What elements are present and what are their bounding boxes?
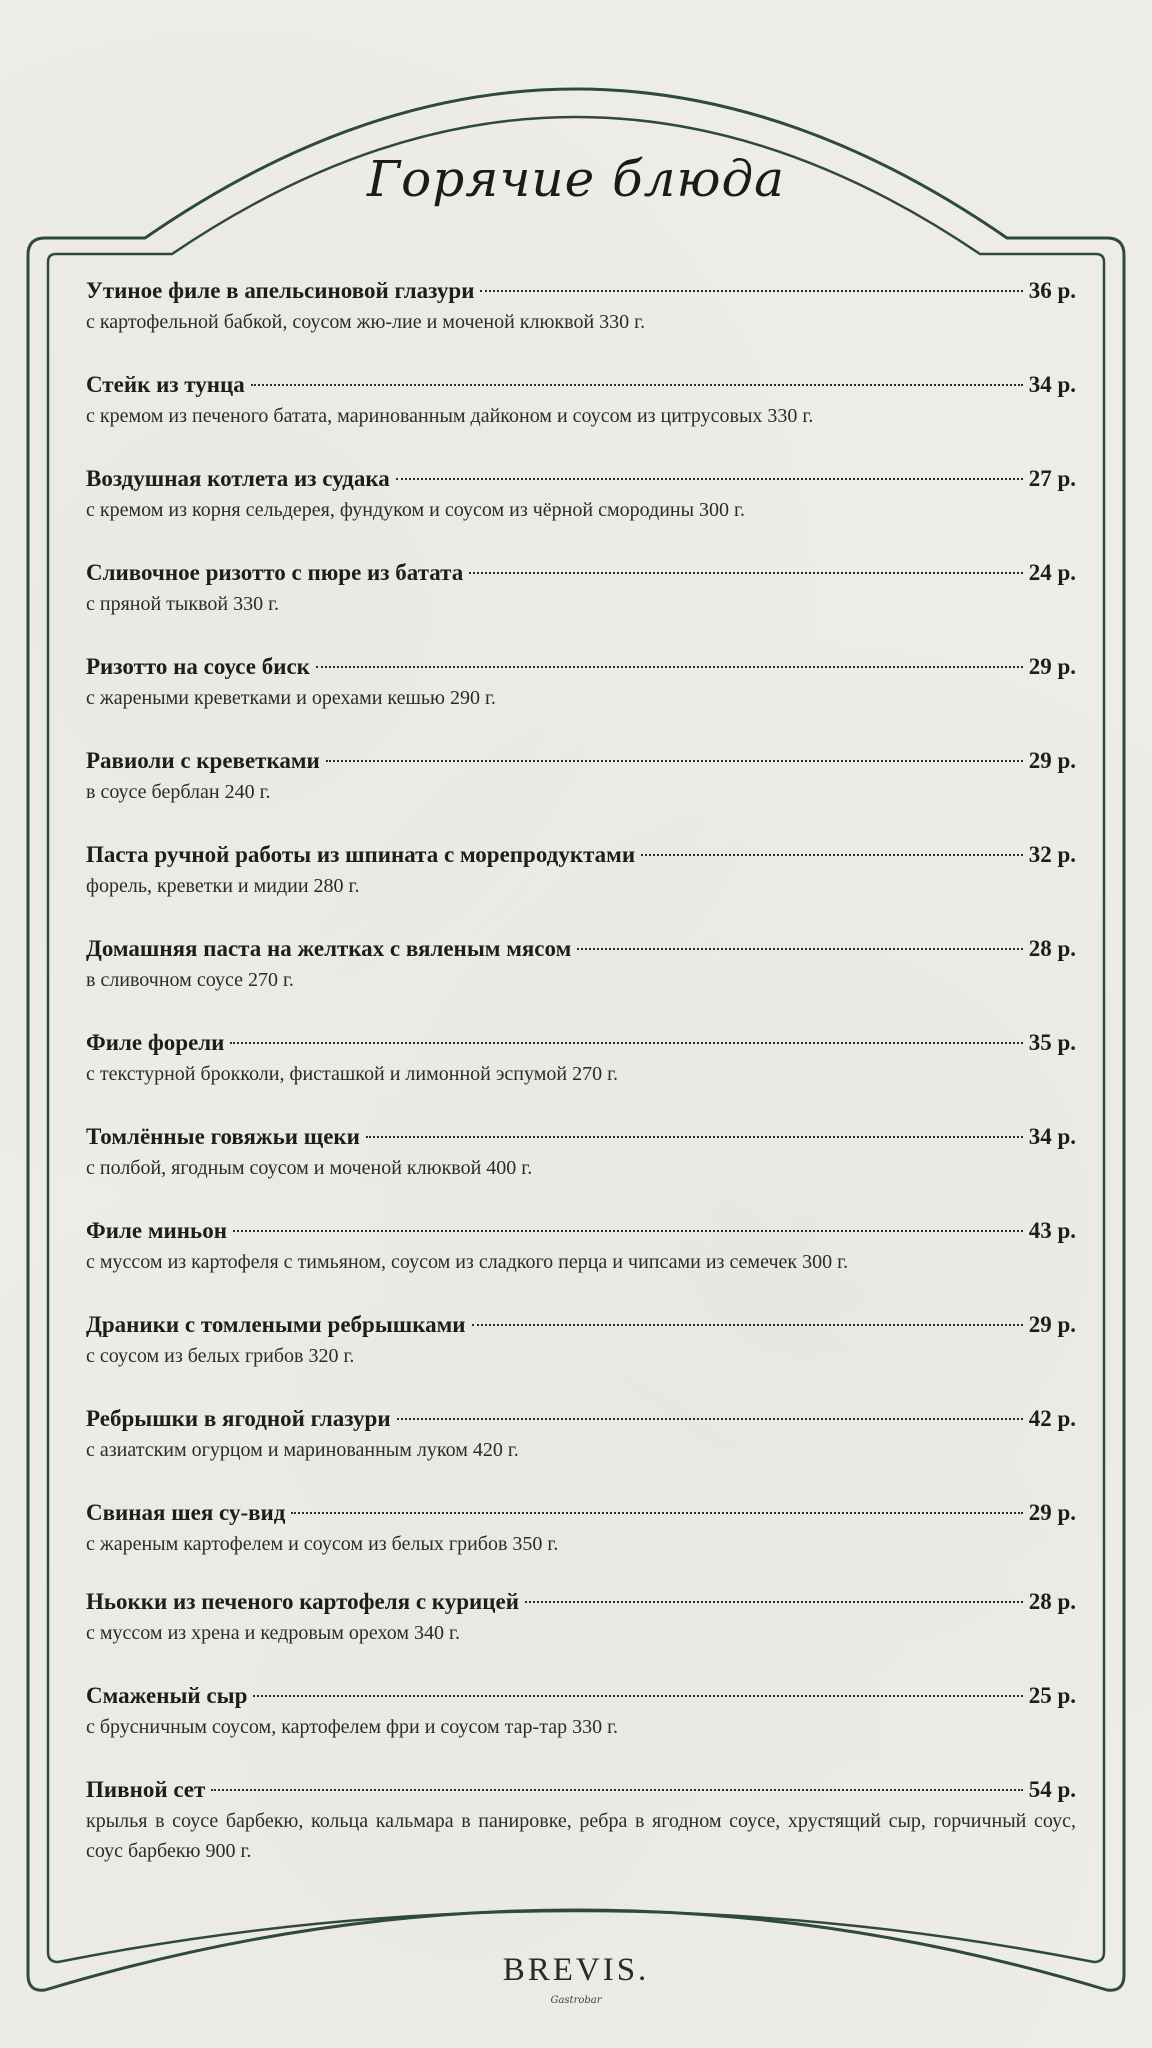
dish-price: 25 р. xyxy=(1028,1683,1076,1708)
menu-item xyxy=(86,1310,1076,1371)
brand-subtitle: Gastrobar xyxy=(550,1995,602,2006)
dish-description: в соусе берблан 240 г. xyxy=(86,781,271,803)
menu-item xyxy=(86,276,1076,337)
dish-price: 34 р. xyxy=(1028,372,1076,397)
menu-item-header xyxy=(86,652,1076,682)
menu-item-header xyxy=(86,934,1076,964)
dish-price: 29 р. xyxy=(1028,1312,1076,1337)
menu-item xyxy=(86,1404,1076,1465)
menu-item xyxy=(86,464,1076,525)
dish-description: крылья в соусе барбекю, кольца кальмара в панировке, ребра в ягодном соусе, хрустящий сыр, горчичный соус, соус барбекю 900 г. xyxy=(86,1810,1076,1862)
menu-item xyxy=(86,1498,1076,1559)
dot-leader xyxy=(469,572,1022,574)
dish-name: Томлённые говяжьи щеки xyxy=(86,1124,360,1149)
dish-price: 28 р. xyxy=(1028,936,1076,961)
menu-item xyxy=(86,370,1076,431)
dish-description: с текстурной брокколи, фисташкой и лимонной эспумой 270 г. xyxy=(86,1063,619,1085)
dish-price: 43 р. xyxy=(1028,1218,1076,1243)
dish-name: Свиная шея су-вид xyxy=(86,1500,286,1525)
menu-item xyxy=(86,1122,1076,1183)
dot-leader xyxy=(525,1601,1023,1603)
dish-price: 28 р. xyxy=(1028,1589,1076,1614)
dot-leader xyxy=(326,760,1023,762)
page-title: Горячие блюда xyxy=(367,150,785,208)
dish-price: 34 р. xyxy=(1028,1124,1076,1149)
menu-item-header xyxy=(86,1122,1076,1152)
dish-description: с кремом из печеного батата, маринованным дайконом и соусом из цитрусовых 330 г. xyxy=(86,405,814,427)
dish-price: 29 р. xyxy=(1028,748,1076,773)
dish-description: с соусом из белых грибов 320 г. xyxy=(86,1345,355,1367)
menu-item xyxy=(86,840,1076,901)
menu-item xyxy=(86,652,1076,713)
dish-name: Ньокки из печеного картофеля с курицей xyxy=(86,1589,519,1614)
dish-price: 35 р. xyxy=(1028,1030,1076,1055)
dot-leader xyxy=(366,1136,1023,1138)
dot-leader xyxy=(397,1418,1023,1420)
dish-price: 32 р. xyxy=(1028,842,1076,867)
menu-item-header xyxy=(86,840,1076,870)
menu-item-header xyxy=(86,1775,1076,1805)
dish-price: 36 р. xyxy=(1028,278,1076,303)
dot-leader xyxy=(253,1695,1022,1697)
menu-item-header xyxy=(86,746,1076,776)
dish-description: с муссом из картофеля с тимьяном, соусом из сладкого перца и чипсами из семечек 300 г. xyxy=(86,1251,849,1273)
dish-description: с полбой, ягодным соусом и моченой клюквой 400 г. xyxy=(86,1157,533,1179)
dish-description: с жареными креветками и орехами кешью 290 г. xyxy=(86,687,496,709)
brand-logo: BREVIS. xyxy=(502,1952,650,1988)
dish-name: Воздушная котлета из судака xyxy=(86,466,390,491)
dish-name: Драники с томлеными ребрышками xyxy=(86,1312,466,1337)
menu-item xyxy=(86,1775,1076,1866)
dot-leader xyxy=(211,1789,1022,1791)
dish-price: 24 р. xyxy=(1028,560,1076,585)
dish-description: с картофельной бабкой, соусом жю-лие и моченой клюквой 330 г. xyxy=(86,311,646,333)
menu-item-header xyxy=(86,276,1076,306)
dish-name: Сливочное ризотто с пюре из батата xyxy=(86,560,464,585)
dish-name: Равиоли с креветками xyxy=(86,748,320,773)
menu-item xyxy=(86,746,1076,807)
menu-item-header xyxy=(86,1310,1076,1340)
menu-item xyxy=(86,1681,1076,1742)
menu-item xyxy=(86,1587,1076,1648)
menu-item-header xyxy=(86,1498,1076,1528)
dish-description: с жареным картофелем и соусом из белых грибов 350 г. xyxy=(86,1533,559,1555)
dish-price: 29 р. xyxy=(1028,654,1076,679)
menu-item-header xyxy=(86,1681,1076,1711)
dish-name: Филе форели xyxy=(86,1030,225,1055)
dot-leader xyxy=(230,1042,1022,1044)
dot-leader xyxy=(233,1230,1023,1232)
menu-item-header xyxy=(86,464,1076,494)
menu-item-header xyxy=(86,1404,1076,1434)
dish-name: Домашняя паста на желтках с вяленым мясом xyxy=(86,936,572,961)
dish-price: 29 р. xyxy=(1028,1500,1076,1525)
dot-leader xyxy=(251,384,1023,386)
menu-item-header xyxy=(86,558,1076,588)
dish-name: Стейк из тунца xyxy=(86,372,245,397)
dot-leader xyxy=(577,948,1022,950)
menu-item-header xyxy=(86,1216,1076,1246)
dish-name: Смаженый сыр xyxy=(86,1683,248,1708)
dish-description: форель, креветки и мидии 280 г. xyxy=(86,875,360,897)
dish-description: с брусничным соусом, картофелем фри и соусом тар-тар 330 г. xyxy=(86,1716,619,1738)
dish-description: с кремом из корня сельдерея, фундуком и соусом из чёрной смородины 300 г. xyxy=(86,499,745,521)
dish-name: Утиное филе в апельсиновой глазури xyxy=(86,278,475,303)
dish-description: в сливочном соусе 270 г. xyxy=(86,969,294,991)
menu-item xyxy=(86,934,1076,995)
dish-name: Паста ручной работы из шпината с морепродуктами xyxy=(86,842,636,867)
menu-item-header xyxy=(86,370,1076,400)
dot-leader xyxy=(291,1512,1022,1514)
dish-price: 42 р. xyxy=(1028,1406,1076,1431)
menu-item xyxy=(86,1028,1076,1089)
dish-name: Ребрышки в ягодной глазури xyxy=(86,1406,391,1431)
dot-leader xyxy=(641,854,1023,856)
dish-description: с пряной тыквой 330 г. xyxy=(86,593,280,615)
dish-description: с муссом из хрена и кедровым орехом 340 г. xyxy=(86,1622,460,1644)
dish-price: 54 р. xyxy=(1028,1777,1076,1802)
dish-name: Филе миньон xyxy=(86,1218,227,1243)
dot-leader xyxy=(316,666,1023,668)
dish-name: Ризотто на соусе биск xyxy=(86,654,310,679)
menu-item-header xyxy=(86,1587,1076,1617)
dot-leader xyxy=(472,1324,1023,1326)
dish-description: с азиатским огурцом и маринованным луком 420 г. xyxy=(86,1439,519,1461)
menu-item xyxy=(86,1216,1076,1277)
dish-price: 27 р. xyxy=(1028,466,1076,491)
dot-leader xyxy=(396,478,1023,480)
dish-name: Пивной сет xyxy=(86,1777,206,1802)
menu-item xyxy=(86,558,1076,619)
menu-item-header xyxy=(86,1028,1076,1058)
dot-leader xyxy=(480,290,1022,292)
